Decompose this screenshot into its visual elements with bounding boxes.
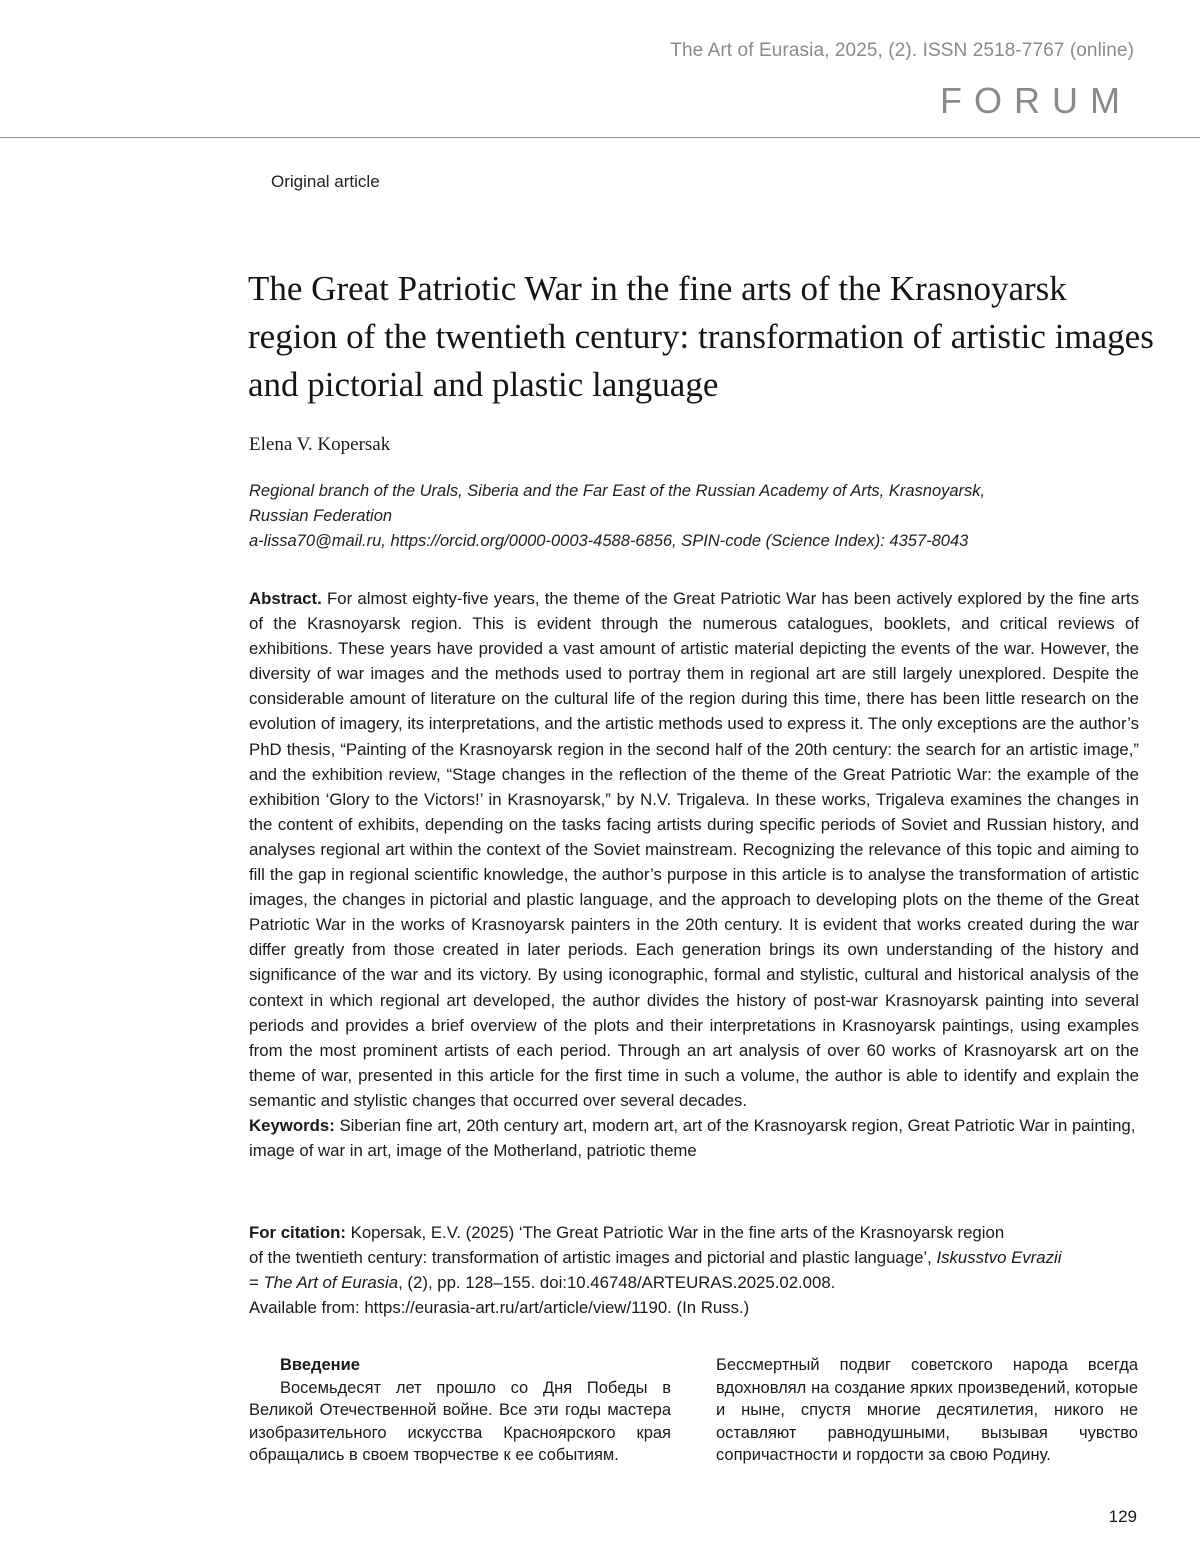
citation-eq: = xyxy=(249,1273,259,1293)
citation-text: Kopersak, E.V. (2025) ‘The Great Patriotic War in the fine arts of the Krasnoyarsk region xyxy=(350,1223,1005,1242)
citation-line xyxy=(249,1245,1149,1270)
abstract-block xyxy=(249,586,1139,1163)
citation-label: For citation: xyxy=(249,1223,346,1242)
body-paragraph: Бессмертный подвиг советского народа всегда вдохновлял на создание ярких произведений, которые и ныне, спустя многие десятилетия, никого не оставляют равнодушными, вызывая чувство сопричастности и гордости за свою Родину. xyxy=(716,1356,1138,1464)
keywords-label: Keywords: xyxy=(249,1115,335,1135)
affiliation-line: Regional branch of the Urals, Siberia and the Far East of the Russian Academy of Arts, Krasnoyarsk, xyxy=(249,482,986,500)
citation-line xyxy=(249,1270,1149,1295)
body-paragraph: Восемьдесят лет прошло со Дня Победы в Великой Отечественной войне. Все эти годы мастера изобразительного искусства Красноярского края обращались в своем творчестве к ее событиям. xyxy=(249,1378,671,1464)
body-column-left xyxy=(249,1354,671,1467)
citation-line xyxy=(249,1220,1149,1245)
page-number: 129 xyxy=(1108,1507,1137,1526)
intro-heading: Введение xyxy=(280,1356,360,1374)
affiliation-line: Russian Federation xyxy=(249,507,393,525)
journal-line: The Art of Eurasia, 2025, (2). ISSN 2518-7767 (online) xyxy=(670,40,1134,61)
citation-journal-en: The Art of Eurasia xyxy=(263,1273,399,1293)
affiliation-block xyxy=(249,479,1149,554)
abstract-paragraph xyxy=(249,586,1139,1113)
header-divider xyxy=(0,137,1200,138)
article-type: Original article xyxy=(271,172,380,191)
abstract-label: Abstract. xyxy=(249,589,322,608)
citation-text: of the twentieth century: transformation of artistic images and pictorial and plastic language’, xyxy=(249,1248,932,1268)
section-label: FORUM xyxy=(940,80,1132,121)
abstract-text: For almost eighty-five years, the theme of the Great Patriotic War has been actively explored by the fine arts of the Krasnoyarsk region. This is evident through the numerous catalogues, booklets, and critical reviews of exhibitions. These years have provided a vast amount of artistic material depicting the events of the war. However, the diversity of war images and the methods used to portray them in regional art are still largely unexplored. Despite the considerable amount of literature on the cultural life of the region during this time, there has been little research on the evolution of imagery, its interpretations, and the artistic methods used to express it. The only exceptions are the author’s PhD thesis, “Painting of the Krasnoyarsk region in the second half of the 20th century: the search for an artistic image,” and the exhibition review, “Stage changes in the reflection of the theme of the Great Patriotic War: the example of the exhibition ‘Glory to the Victors!’ in Krasnoyarsk,” by N.V. Trigaleva. In these works, Trigaleva examines the changes in the content of exhibits, depending on the tasks facing artists during specific periods of Soviet and Russian history, and analyses regional art within the context of the Soviet mainstream. Recognizing the relevance of this topic and aiming to fill the gap in regional scientific knowledge, the author’s purpose in this article is to analyse the transformation of artistic images, the changes in pictorial and plastic language, and the approach to developing plots on the theme of the Great Patriotic War in the works of Krasnoyarsk painters in the 20th century. It is evident that works created during the war differ greatly from those created in later periods. Each generation brings its own understanding of the history and significance of the war and its victory. By using iconographic, formal and stylistic, cultural and historical analysis of the context in which regional art developed, the author divides the history of post-war Krasnoyarsk painting into several periods and provides a brief overview of the plots and their interpretations in Krasnoyarsk paintings, using examples from the most prominent artists of each period. Through an art analysis of over 60 works of Krasnoyarsk art on the theme of war, presented in this article for the first time in such a volume, the author is able to identify and explain the semantic and stylistic changes that occurred over several decades. xyxy=(249,589,1139,1110)
author-name: Elena V. Kopersak xyxy=(249,434,391,455)
keywords-paragraph xyxy=(249,1113,1139,1163)
keywords-text: Siberian fine art, 20th century art, modern art, art of the Krasnoyarsk region, Great Patriotic War in painting, image of war in art, image of the Motherland, patriotic theme xyxy=(249,1115,1136,1161)
citation-block xyxy=(249,1220,1149,1320)
citation-available: Available from: https://eurasia-art.ru/art/article/view/1190. (In Russ.) xyxy=(249,1298,750,1318)
body-column-right xyxy=(716,1354,1138,1467)
citation-journal-ru: Iskusstvo Evrazii xyxy=(936,1248,1062,1268)
author-contact: a-lissa70@mail.ru, https://orcid.org/0000-0003-4588-6856, SPIN-code (Science Index): 4357-8043 xyxy=(249,532,969,550)
citation-text: , (2), pp. 128–155. doi:10.46748/ARTEURAS.2025.02.008. xyxy=(398,1273,836,1293)
article-title: The Great Patriotic War in the fine arts of the Krasnoyarsk region of the twentieth century: transformation of artistic images and pictorial and plastic language xyxy=(248,269,1154,404)
